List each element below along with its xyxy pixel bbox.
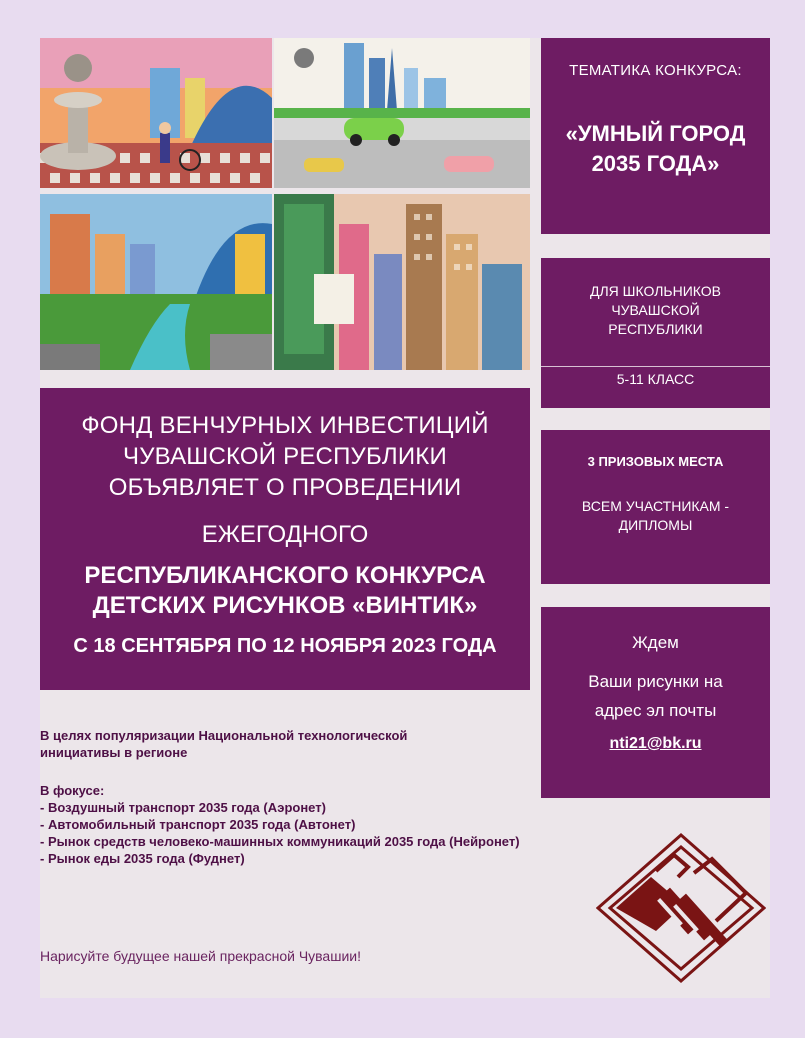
contest-name-line-2: ДЕТСКИХ РИСУНКОВ «ВИНТИК» bbox=[92, 592, 478, 619]
focus-item-aeronet: - Воздушный транспорт 2035 года (Аэронет) bbox=[40, 800, 326, 815]
focus-section bbox=[40, 782, 530, 867]
intro-line-2: инициативы в регионе bbox=[40, 745, 188, 760]
contest-name-line-1: РЕСПУБЛИКАНСКОГО КОНКУРСА bbox=[84, 562, 486, 589]
focus-list bbox=[40, 799, 530, 867]
drawing-skyscrapers bbox=[274, 194, 530, 370]
contact-email-link[interactable]: nti21@bk.ru bbox=[609, 735, 702, 752]
drawing-car-street bbox=[274, 38, 530, 188]
contact-send-line-1: Ваши рисунки на bbox=[588, 672, 723, 691]
slogan: Нарисуйте будущее нашей прекрасной Чувашии! bbox=[40, 948, 361, 964]
prize-diplomas bbox=[541, 497, 770, 535]
announcement-line-2: ЧУВАШСКОЙ РЕСПУБЛИКИ bbox=[123, 443, 447, 470]
focus-item-foodnet: - Рынок еды 2035 года (Фуднет) bbox=[40, 851, 245, 866]
audience-divider bbox=[541, 366, 770, 367]
drawing-fountain-square bbox=[40, 38, 272, 188]
announcement-line-3: ОБЪЯВЛЯЕТ О ПРОВЕДЕНИИ bbox=[108, 474, 462, 501]
theme-title-line-1: «УМНЫЙ ГОРОД bbox=[565, 121, 746, 146]
theme-title bbox=[541, 119, 770, 179]
announcement-panel bbox=[40, 388, 530, 690]
prize-places: 3 ПРИЗОВЫХ МЕСТА bbox=[587, 454, 724, 469]
theme-label: ТЕМАТИКА КОНКУРСА: bbox=[569, 62, 742, 79]
audience-text bbox=[541, 282, 770, 339]
intro-text bbox=[40, 727, 530, 761]
contest-dates: С 18 СЕНТЯБРЯ ПО 12 НОЯБРЯ 2023 ГОДА bbox=[73, 635, 497, 657]
announcement-line-1: ФОНД ВЕНЧУРНЫХ ИНВЕСТИЦИЙ bbox=[81, 412, 489, 439]
contact-send-line-2: адрес эл почты bbox=[594, 701, 717, 720]
drawings-collage bbox=[40, 38, 530, 370]
contact-wait: Ждем bbox=[632, 633, 679, 652]
audience-grades: 5-11 КЛАСС bbox=[616, 371, 695, 387]
contact-panel bbox=[541, 607, 770, 798]
theme-panel bbox=[541, 38, 770, 234]
intro-line-1: В целях популяризации Национальной технологической bbox=[40, 728, 408, 743]
audience-line-2: ЧУВАШСКОЙ bbox=[611, 302, 700, 318]
contact-send bbox=[541, 667, 770, 725]
announcement-annual: ЕЖЕГОДНОГО bbox=[201, 521, 369, 548]
handshake-logo-icon bbox=[596, 833, 766, 983]
prize-diplomas-line-2: ДИПЛОМЫ bbox=[618, 517, 693, 533]
audience-panel bbox=[541, 258, 770, 408]
focus-item-neuronet: - Рынок средств человеко-машинных коммуникаций 2035 года (Нейронет) bbox=[40, 834, 520, 849]
prizes-panel bbox=[541, 430, 770, 584]
drawing-river-city bbox=[40, 194, 272, 370]
audience-line-1: ДЛЯ ШКОЛЬНИКОВ bbox=[589, 283, 721, 299]
theme-title-line-2: 2035 ГОДА» bbox=[591, 151, 720, 176]
prize-diplomas-line-1: ВСЕМ УЧАСТНИКАМ - bbox=[581, 498, 730, 514]
focus-item-autonet: - Автомобильный транспорт 2035 года (Автонет) bbox=[40, 817, 356, 832]
audience-line-3: РЕСПУБЛИКИ bbox=[608, 321, 703, 337]
focus-heading: В фокусе: bbox=[40, 783, 105, 798]
